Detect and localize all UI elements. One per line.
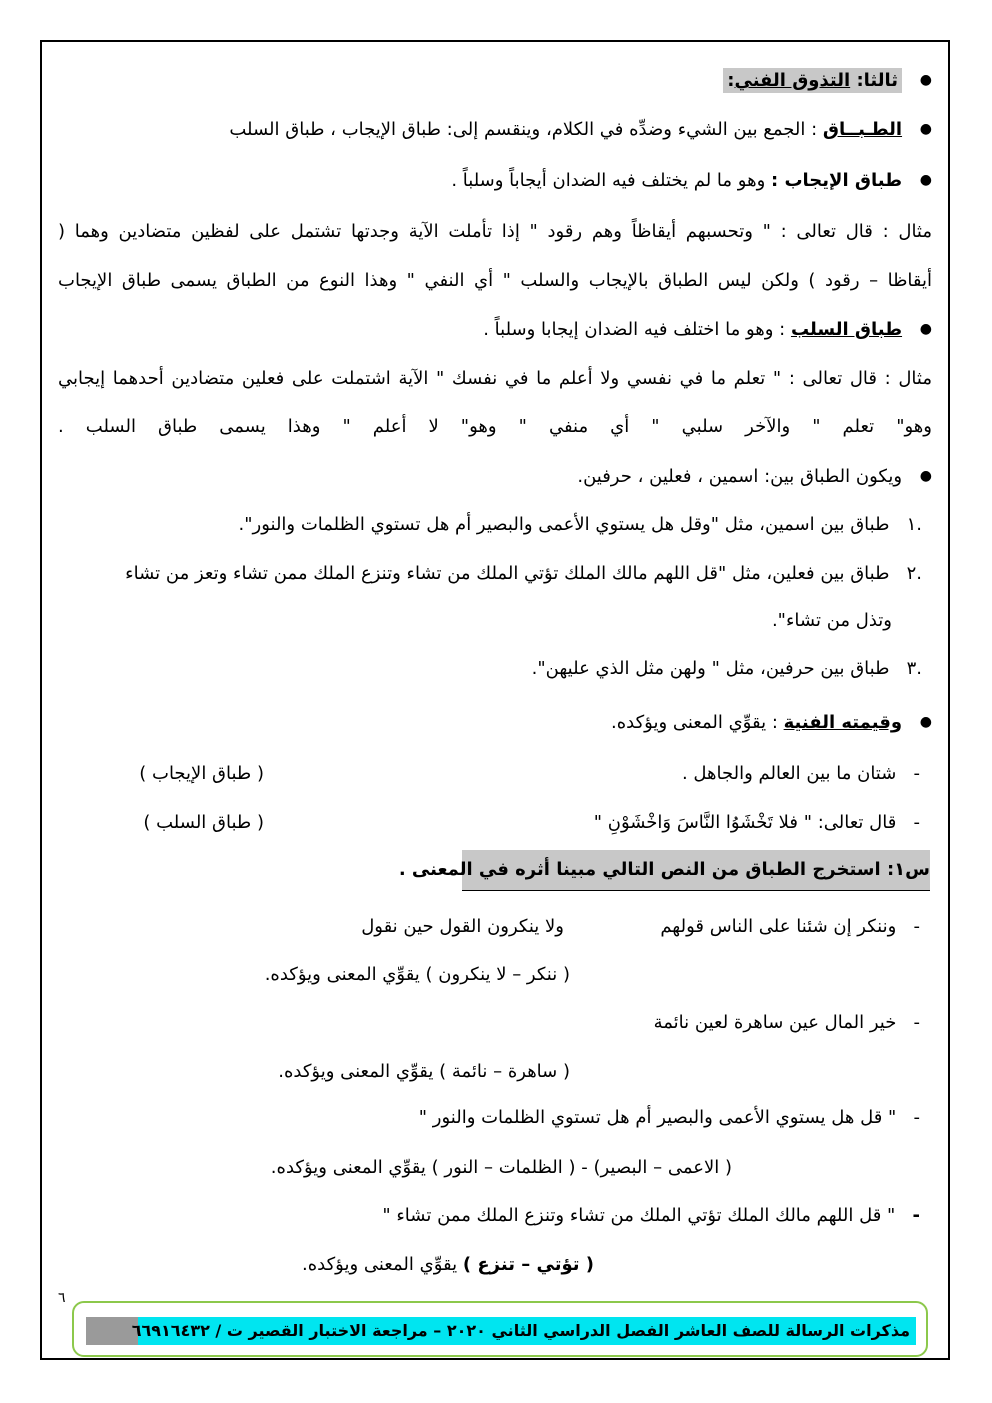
footer-text: مذكرات الرسالة للصف العاشر الفصل الدراسي الثاني ٢٠٢٠ – مراجعة الاختبار القصير ت / ٦٦٩١٦٤٣٢ <box>131 1321 910 1340</box>
example-item-2: - قال تعالى: " فلا تَخْشَوُا النَّاسَ وَاخْشَوْنِ " <box>593 812 920 833</box>
example2-line1: مثال : قال تعالى : " تعلم ما في نفسي ولا أعلم ما في نفسك " الآية اشتملت على فعلين متضادين أحدهما إيجابي <box>58 368 932 389</box>
ijab-text: وهو ما لم يختلف فيه الضدان أيجاباً وسلباً . <box>451 170 766 191</box>
tibaq-text: : الجمع بين الشيء وضدِّه في الكلام، وينقسم إلى: طباق الإيجاب ، طباق السلب <box>229 119 818 140</box>
answer-pair: ( تؤتي – تنزع ) <box>462 1254 594 1275</box>
example-label-2: ( طباق السلب ) <box>143 812 264 833</box>
question-header <box>398 850 930 891</box>
footer-box <box>72 1301 928 1357</box>
answer-4-text <box>302 1252 594 1278</box>
types-intro-text: ويكون الطباق بين: اسمين ، فعلين ، حرفين. <box>577 466 903 487</box>
answer-1-text: ( ننكر – لا ينكرون ) يقوِّي المعنى ويؤكده. <box>264 964 570 985</box>
answer-3-verse: - " قل هل يستوي الأعمى والبصير أم هل تستوي الظلمات والنور " <box>418 1107 920 1128</box>
type-number: .٣ <box>906 658 922 679</box>
type-text-cont: وتذل من تشاء". <box>771 610 892 631</box>
value-term: وقيمته الفنية <box>783 712 903 733</box>
type-item-2-cont <box>772 608 892 634</box>
answer-2-verse: - خير المال عين ساهرة لعين نائمة <box>653 1012 920 1033</box>
answer-2-text: ( ساهرة – نائمة ) يقوِّي المعنى ويؤكده. <box>278 1061 570 1082</box>
answer-1-verse: - وننكر إن شئنا على الناس قولهم <box>660 916 920 937</box>
example1-line1: مثال : قال تعالى : " وتحسبهم أيقاظاً وهم رقود " إذا تأملت الآية وجدتها تشتمل على لفظين متضادين وهما ( <box>58 221 932 242</box>
verse-first-half: " قل هل يستوي الأعمى والبصير أم هل تستوي الظلمات والنور " <box>418 1107 897 1128</box>
footer-bar <box>86 1317 916 1345</box>
type-text: طباق بين حرفين، مثل " ولهن مثل الذي عليهن". <box>531 658 890 679</box>
type-item-3 <box>532 656 922 682</box>
verse-first-half: " قل اللهم مالك الملك تؤتي الملك من تشاء وتنزع الملك ممن تشاء " <box>382 1205 896 1226</box>
types-intro <box>577 464 932 491</box>
example-label-1: ( طباق الإيجاب ) <box>139 763 264 784</box>
salb-text: : وهو ما اختلف فيه الضدان إيجابا وسلباً . <box>483 319 786 340</box>
page-number: ٦ <box>58 1290 66 1306</box>
example-text: قال تعالى: " فلا تَخْشَوُا النَّاسَ وَاخْشَوْنِ " <box>593 812 897 833</box>
type-number: .٢ <box>906 563 922 584</box>
section-heading <box>723 68 932 95</box>
type-item-1 <box>239 512 922 538</box>
salb-term: طباق السلب <box>790 319 903 340</box>
ijab-definition <box>451 168 932 195</box>
ijab-term: طباق الإيجاب : <box>771 170 903 191</box>
value-text: : يقوِّي المعنى ويؤكده. <box>610 712 778 733</box>
verse-first-half: وننكر إن شئنا على الناس قولهم <box>660 916 897 937</box>
example2-line2: وهو" تعلم " والآخر سلبي " أي منفي " وهو" لا أعلم " وهذا يسمى طباق السلب . <box>58 416 932 437</box>
answer-3-text: ( الاعمى – البصير) - ( الظلمات – النور ) يقوِّي المعنى ويؤكده. <box>270 1157 732 1178</box>
example-item-1: - شتان ما بين العالم والجاهل . <box>681 763 920 784</box>
type-text: طباق بين فعلين، مثل "قل اللهم مالك الملك تؤتي الملك من تشاء وتنزع الملك ممن تشاء وتعز من تشاء <box>125 563 890 584</box>
verse-first-half: خير المال عين ساهرة لعين نائمة <box>653 1012 897 1033</box>
type-item-2 <box>125 561 922 587</box>
heading-prefix: ثالثا: <box>856 70 899 91</box>
answer-4-verse: - " قل اللهم مالك الملك تؤتي الملك من تشاء وتنزع الملك ممن تشاء " <box>382 1205 920 1226</box>
footer-gray-block <box>86 1317 138 1345</box>
answer-1-verse-b: ولا ينكرون القول حين نقول <box>361 916 564 937</box>
artistic-value <box>611 710 932 737</box>
example1-line2: أيقاظا – رقود ) ولكن ليس الطباق بالإيجاب والسلب " أي النفي " وهذا النوع من الطباق يسمى طباق الإيجاب <box>58 270 932 291</box>
type-number: .١ <box>906 514 922 535</box>
type-text: طباق بين اسمين، مثل "وقل هل يستوي الأعمى والبصير أم هل تستوي الظلمات والنور". <box>238 514 890 535</box>
question-text: س١: استخرج الطباق من النص التالي مبينا أثره في المعنى . <box>398 859 930 880</box>
salb-definition <box>483 317 932 344</box>
answer-effect: يقوِّي المعنى ويؤكده. <box>301 1254 458 1275</box>
tibaq-term: الطـبــاق <box>822 119 903 140</box>
heading-suffix: : <box>727 70 735 91</box>
heading-title: التذوق الفني <box>734 70 851 91</box>
tibaq-definition <box>229 117 932 144</box>
example-text: شتان ما بين العالم والجاهل . <box>681 763 897 784</box>
